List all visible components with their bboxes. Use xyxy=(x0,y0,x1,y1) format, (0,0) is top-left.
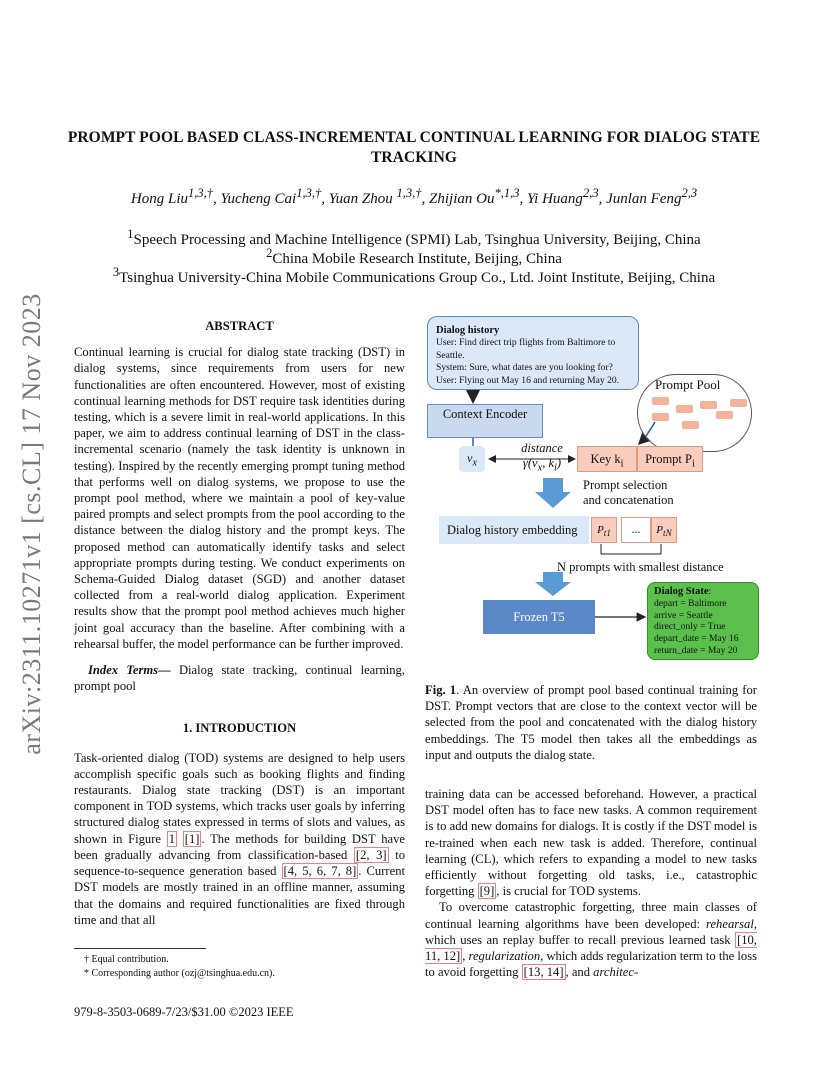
figure-caption: Fig. 1. An overview of prompt pool based continual training for DST. Prompt vectors that are close to the context vector will be selected from the pool and concatenated with the dialog history embeddings. The T5 model then takes all the embeddings as input and outputs the dialog state. xyxy=(425,683,757,762)
prompt-value: Prompt $P_i$ xyxy=(637,446,703,472)
citation-link[interactable]: [2, 3] xyxy=(355,847,387,862)
footnote-rule xyxy=(74,948,206,949)
citation-link[interactable]: [1] xyxy=(184,831,200,846)
author: Junlan Feng xyxy=(606,191,682,207)
author-list: Hong Liu$^{1,3,\dagger}$, Yucheng Cai$^{1,3,\dagger}$, Yuan Zhou $^{1,3,\dagger}$, Zhijian $Ou^{*,1,3}$, Yi Huang$^{2,3}$, Junlan Feng$^{2,3}$ xyxy=(130,186,698,207)
paper-title: PROMPT POOL BASED CLASS-INCREMENTAL CONTINUAL LEARNING FOR DIALOG STATE TRACKING xyxy=(67,129,761,166)
author: Zhijian Ou xyxy=(429,191,495,207)
citation-link[interactable]: [9] xyxy=(479,884,495,899)
copyright-notice: 979-8-3503-0689-7/23/$31.00 ©2023 IEEE xyxy=(74,1005,294,1019)
arrow-selection xyxy=(535,478,571,508)
prompt-key: Key $k_i$ xyxy=(577,446,637,472)
footnote-corresponding: * Corresponding author (ozj@tsinghua.edu.cn). xyxy=(84,968,275,979)
selected-prompt-last: $P_{tN}$ xyxy=(651,517,677,543)
author: Yuan Zhou xyxy=(328,191,393,207)
dialog-history-embedding: Dialog history embedding xyxy=(439,516,589,544)
intro-paragraph: To overcome catastrophic forgetting, three main classes of continual learning algorithms have been developed: rehearsal, which uses an replay buffer to recall previous learned task [10, 11, 12] , regularization, which adds regularization term to the loss to avoid forgetting [13, 14] , and architec- xyxy=(425,900,758,980)
figure-link[interactable]: 1 xyxy=(168,831,176,846)
distance-label: distance $\gamma(v_x$, $k_i$) xyxy=(521,441,563,474)
affiliation-2: $^2$China Mobile Research Institute, Beijing, China xyxy=(266,246,562,267)
intro-heading: 1. INTRODUCTION xyxy=(182,721,297,736)
dialog-state-box: Dialog State: depart = Baltimore arrive = Seattle direct_only = True depart_date = May 16 return_date = May 20 xyxy=(647,582,759,660)
intro-paragraph: training data can be accessed beforehand. However, a practical DST model often has to face new tasks. A common requirement is to add new domains for dialogs. It is costly if the DST model is re-trained when each new task is added. Therefore, continual learning (CL), which refers to expanding a model to new tasks efficiently without forgetting old tasks, i.e., catastrophic forgetting [9] , is crucial for TOD systems. xyxy=(425,787,757,899)
prompt-selection-label: Prompt selection and concatenation xyxy=(583,478,674,507)
prompt-pool-label: Prompt Pool xyxy=(655,377,721,392)
author: Yi Huang xyxy=(526,191,583,207)
arrow-to-t5 xyxy=(535,572,571,596)
index-terms: Index Terms— Dialog state tracking, continual learning, prompt pool xyxy=(74,663,405,694)
citation-link[interactable]: [4, 5, 6, 7, 8] xyxy=(283,864,357,879)
dialog-history-box: Dialog history User: Find direct trip flights from Baltimore to Seattle. System: Sure, what dates are you looking for? User: Flying out May 16 and returning May 20. xyxy=(427,316,639,390)
intro-paragraph: Task-oriented dialog (TOD) systems are designed to help users accomplish specific goals such as booking flights and finding restaurants. Dialog state tracking (DST) is an important component in TOD systems, which tracks user goals by inferring structured dialog states expressed in terms of slots and values, as shown in Figure 1 [1] . The methods for building DST have been gradually advancing from classification-based [2, 3] to sequence-to-sequence generation based [4, 5, 6, 7, 8] . Current DST models are mostly trained in an offline manner, assuming that the domains and required functionalities are fixed through time and that all xyxy=(74,750,406,927)
author: Yucheng Cai xyxy=(220,191,297,207)
arxiv-sidebar xyxy=(12,284,52,764)
affiliation-1: $^1$Speech Processing and Machine Intelligence (SPMI) Lab, Tsinghua University, Beijing, China xyxy=(127,227,701,248)
selected-prompt-ellipsis: ... xyxy=(621,517,651,543)
intro-continued xyxy=(425,786,757,980)
affiliation-3: $^3$Tsinghua University-China Mobile Communications Group Co., Ltd. Joint Institute, Beijing, China xyxy=(112,265,716,286)
figure-1 xyxy=(425,314,765,664)
footnote-equal: † Equal contribution. xyxy=(84,954,169,965)
n-prompts-label: N prompts with smallest distance xyxy=(557,560,724,574)
context-encoder: Context Encoder xyxy=(427,404,543,438)
author: Hong Liu xyxy=(130,191,188,207)
abstract-heading: ABSTRACT xyxy=(205,319,274,333)
frozen-t5: Frozen T5 xyxy=(483,600,595,634)
selected-prompt-first: $P_{t1}$ xyxy=(591,517,617,543)
context-vector: $v_x$ xyxy=(459,446,485,472)
citation-link[interactable]: [10, 11, 12] xyxy=(425,932,757,964)
abstract-text: Continual learning is crucial for dialog state tracking (DST) in dialog systems, since requirements from users for new functionalities are often encountered. However, most of existing continual learning methods for DST require task identities during testing, which is a severe limit in real-world applications. In this paper, we aim to address continual learning of DST in the class-incremental scenario (namely the task identity is unknown in testing). Inspired by the recently emerging prompt tuning method that performs well on dialog systems, we propose to use the prompt pool method, where we maintain a pool of key-value paired prompts and select prompts from the pool according to the distance between the dialog history and the prompt keys. The proposed method can automatically identify tasks and select appropriate prompts during testing. We conduct experiments on Schema-Guided Dialog dataset (SGD) and another dataset collected from a real-world dialog application. Experiment results show that the prompt pool method achieves much higher joint goal accuracy than the baseline. After combining with a rehearsal buffer, the model performance can be further improved. xyxy=(74,345,405,651)
arxiv-id: arXiv:2311.10271v1 [cs.CL] 17 Nov 2023 xyxy=(17,293,46,755)
citation-link[interactable]: [13, 14] xyxy=(523,965,564,980)
abstract-section xyxy=(74,318,405,928)
